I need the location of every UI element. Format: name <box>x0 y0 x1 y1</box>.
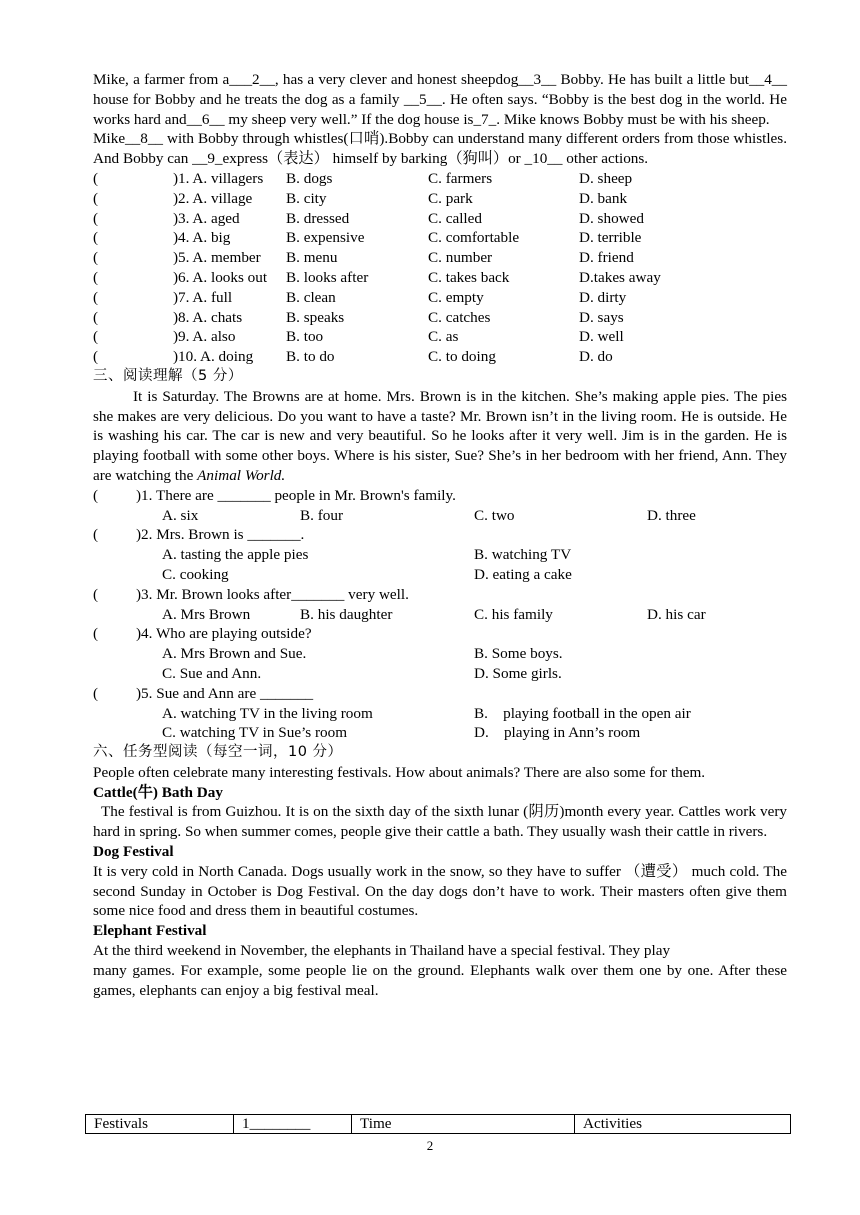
question-number-option-a: )3. A. aged <box>173 209 240 227</box>
option-c: C. two <box>474 506 515 524</box>
option-b: B. watching TV <box>474 546 572 564</box>
cloze-question-2 <box>93 189 787 209</box>
reading-question-1-options <box>93 506 787 526</box>
cloze-question-10 <box>93 347 787 367</box>
dog-festival-title: Dog Festival <box>93 843 174 861</box>
reading-question-3-options <box>93 605 787 625</box>
option-d: D. showed <box>579 209 644 227</box>
option-d: D.takes away <box>579 268 661 286</box>
option-d: D. his car <box>647 605 706 623</box>
answer-paren: ( <box>93 268 99 286</box>
task-intro: People often celebrate many interesting festivals. How about animals? There are also some for them. <box>93 763 706 781</box>
option-a: A. Mrs Brown and Sue. <box>162 645 307 663</box>
option-b: B. menu <box>286 249 338 267</box>
option-b: B. speaks <box>286 308 345 326</box>
table-header-blank-1: 1________ <box>234 1115 352 1133</box>
option-c: C. called <box>428 209 482 227</box>
page-number: 2 <box>426 1138 434 1153</box>
option-d: D. Some girls. <box>474 664 562 682</box>
answer-paren: ( <box>93 526 99 544</box>
reading-question-2-options-cd <box>93 565 787 585</box>
question-stem: )1. There are _______ people in Mr. Brown's family. <box>136 486 456 504</box>
reading-section-heading: 三、阅读理解（5 分） <box>93 367 243 384</box>
option-c: C. to doing <box>428 348 496 366</box>
option-c: C. catches <box>428 308 491 326</box>
reading-question-4-options-cd <box>93 664 787 684</box>
option-d: D. terrible <box>579 229 642 247</box>
option-c: C. as <box>428 328 459 346</box>
option-a: A. Mrs Brown <box>162 605 251 623</box>
answer-paren: ( <box>93 308 99 326</box>
reading-question-2-options-ab <box>93 545 787 565</box>
option-c: C. Sue and Ann. <box>162 664 262 682</box>
question-number-option-a: )1. A. villagers <box>173 169 264 187</box>
reading-question-3 <box>93 585 787 605</box>
option-c: C. farmers <box>428 169 493 187</box>
option-d: D. says <box>579 308 624 326</box>
option-d: D. friend <box>579 249 634 267</box>
question-number-option-a: )10. A. doing <box>173 348 254 366</box>
cloze-question-3 <box>93 209 787 229</box>
answer-paren: ( <box>93 229 99 247</box>
question-stem: )3. Mr. Brown looks after_______ very well. <box>136 585 409 603</box>
question-number-option-a: )9. A. also <box>173 328 236 346</box>
option-c: C. his family <box>474 605 553 623</box>
question-stem: )2. Mrs. Brown is _______. <box>136 526 305 544</box>
option-b: B. playing football in the open air <box>474 704 691 722</box>
option-b: B. four <box>300 506 344 524</box>
option-d: D. playing in Ann’s room <box>474 724 641 742</box>
option-d: D. dirty <box>579 288 627 306</box>
option-d: D. well <box>579 328 624 346</box>
reading-question-4 <box>93 624 787 644</box>
option-d: D. eating a cake <box>474 565 572 583</box>
question-number-option-a: )6. A. looks out <box>173 268 268 286</box>
option-d: D. bank <box>579 189 628 207</box>
option-d: D. three <box>647 506 696 524</box>
elephant-festival-text: many games. For example, some people lie on the ground. Elephants walk over them one by one. After these games, elephants can enjoy a big festival meal. <box>93 961 787 999</box>
option-b: B. to do <box>286 348 335 366</box>
option-d: D. sheep <box>579 169 633 187</box>
option-c: C. cooking <box>162 565 229 583</box>
question-number-option-a: )8. A. chats <box>173 308 243 326</box>
option-b: B. his daughter <box>300 605 393 623</box>
option-c: C. watching TV in Sue’s room <box>162 724 348 742</box>
option-a: A. six <box>162 506 199 524</box>
option-a: A. watching TV in the living room <box>162 704 373 722</box>
cattle-festival-text: The festival is from Guizhou. It is on the sixth day of the sixth lunar (阴历)month every year. Cattles work very hard in spring. So when summer comes, people give their cattle a bath. They usually wash their cattle in rivers. <box>93 803 787 841</box>
cloze-question-4 <box>93 228 787 248</box>
option-c: C. park <box>428 189 473 207</box>
option-c: C. takes back <box>428 268 510 286</box>
elephant-festival-text-line-1: At the third weekend in November, the elephants in Thailand have a special festival. They play <box>93 942 671 960</box>
answer-paren: ( <box>93 249 99 267</box>
option-b: B. dressed <box>286 209 350 227</box>
reading-passage-italic-title: Animal World. <box>197 466 286 484</box>
question-number-option-a: )2. A. village <box>173 189 253 207</box>
answer-paren: ( <box>93 189 99 207</box>
reading-question-2 <box>93 525 787 545</box>
cloze-question-9 <box>93 327 787 347</box>
reading-passage <box>93 387 787 486</box>
option-c: C. comfortable <box>428 229 520 247</box>
answer-paren: ( <box>93 328 99 346</box>
question-stem: )4. Who are playing outside? <box>136 625 312 643</box>
cloze-passage-paragraph-2: Mike__8__ with Bobby through whistles(口哨).Bobby can understand many different orders from those whistles. And Bobby can __9_express（表达） himself by barking（狗叫）or _10__ other actions. <box>93 130 787 168</box>
option-b: B. Some boys. <box>474 645 563 663</box>
cloze-question-8 <box>93 308 787 328</box>
answer-paren: ( <box>93 486 99 504</box>
reading-passage-text: It is Saturday. The Browns are at home. Mrs. Brown is in the kitchen. She’s making apple pies. The pies she makes are very delicious. Do you want to have a taste? Mr. Brown isn’t in the living room. He is outside. He is washing his car. The car is new and very beautiful. So he looks after it very well. Jim is in the garden. He is playing football with some other boys. Where is his sister, Sue? She’s in her bedroom with her friend, Ann. They are watching the <box>93 387 787 484</box>
dog-festival-text: It is very cold in North Canada. Dogs usually work in the snow, so they have to suffer （遭受） much cold. The second Sunday in October is Dog Festival. On the day dogs don’t have to work. Their masters often give them some nice food and dress them in beautiful costumes. <box>93 862 787 920</box>
question-number-option-a: )5. A. member <box>173 249 261 267</box>
reading-question-5-options-cd <box>93 723 787 743</box>
answer-paren: ( <box>93 209 99 227</box>
reading-question-4-options-ab <box>93 644 787 664</box>
answer-paren: ( <box>93 684 99 702</box>
cloze-question-1 <box>93 169 787 189</box>
option-b: B. clean <box>286 288 336 306</box>
option-a: A. tasting the apple pies <box>162 546 309 564</box>
cloze-question-7 <box>93 288 787 308</box>
elephant-festival-title: Elephant Festival <box>93 922 207 940</box>
option-c: C. number <box>428 249 493 267</box>
table-header-time: Time <box>352 1115 575 1133</box>
answer-paren: ( <box>93 288 99 306</box>
exam-page <box>93 70 787 1000</box>
option-d: D. do <box>579 348 613 366</box>
cloze-question-6 <box>93 268 787 288</box>
reading-question-5-options-ab <box>93 704 787 724</box>
option-b: B. expensive <box>286 229 365 247</box>
question-number-option-a: )7. A. full <box>173 288 233 306</box>
answer-paren: ( <box>93 169 99 187</box>
option-c: C. empty <box>428 288 484 306</box>
reading-question-1 <box>93 486 787 506</box>
answer-paren: ( <box>93 348 99 366</box>
option-b: B. looks after <box>286 268 369 286</box>
cloze-question-list <box>93 169 787 367</box>
answer-paren: ( <box>93 625 99 643</box>
table-header-festivals: Festivals <box>86 1115 234 1133</box>
task-section-heading: 六、任务型阅读（每空一词，10 分） <box>93 744 343 761</box>
cloze-passage-paragraph-1: Mike, a farmer from a___2__, has a very clever and honest sheepdog__3__ Bobby. He has built a little but__4__ house for Bobby and he treats the dog as a family __5__. He often says. “Bobby is the best dog in the world. He works hard and__6__ my sheep very well.” If the dog house is_7_. Mike knows Bobby must be with his sheep. <box>93 71 787 128</box>
question-number-option-a: )4. A. big <box>173 229 231 247</box>
festival-summary-table <box>85 1114 791 1134</box>
question-stem: )5. Sue and Ann are _______ <box>136 684 314 702</box>
option-b: B. too <box>286 328 324 346</box>
cloze-question-5 <box>93 248 787 268</box>
option-b: B. dogs <box>286 169 333 187</box>
reading-question-5 <box>93 684 787 704</box>
option-b: B. city <box>286 189 327 207</box>
answer-paren: ( <box>93 585 99 603</box>
table-header-activities: Activities <box>583 1115 643 1132</box>
cattle-festival-title: Cattle(牛) Bath Day <box>93 783 223 801</box>
